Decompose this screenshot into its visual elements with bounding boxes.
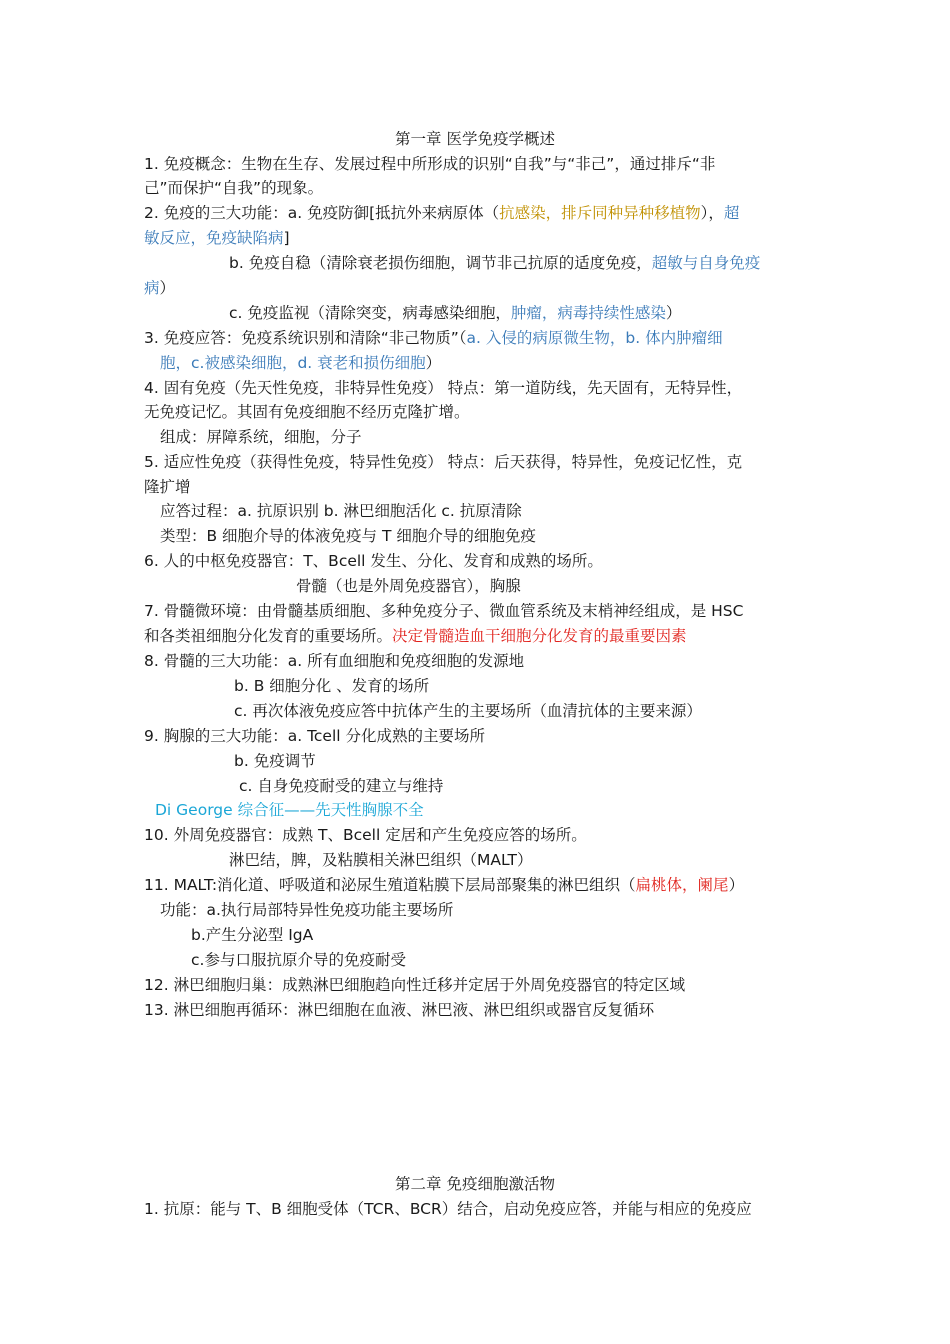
highlight-blue: a. 入侵的病原微生物，b. 体内肿瘤细 xyxy=(466,329,723,347)
item-10-line-1: 10. 外周免疫器官：成熟 T、Bcell 定居和产生免疫应答的场所。 xyxy=(144,826,587,844)
item-7-line-1: 7. 骨髓微环境：由骨髓基质细胞、多种免疫分子、微血管系统及末梢神经组成，是 HSC xyxy=(144,602,744,620)
item-8-line-2: b. B 细胞分化 、发育的场所 xyxy=(234,677,430,695)
highlight-blue: 超 xyxy=(723,204,740,222)
item-7-line-2 xyxy=(144,626,687,646)
highlight-blue: 胞，c.被感染细胞，d. 衰老和损伤细胞 xyxy=(160,354,426,372)
item-11-line-3: b.产生分泌型 IgA xyxy=(191,926,314,944)
item-2-line-4 xyxy=(144,278,175,298)
chapter-2-title: 第二章 免疫细胞激活物 xyxy=(395,1175,555,1193)
highlight-blue: 病 xyxy=(144,279,160,297)
highlight-blue: 敏反应，免疫缺陷病 xyxy=(144,229,284,247)
item-11-line-2: 功能：a.执行局部特异性免疫功能主要场所 xyxy=(160,901,454,919)
item-2-line-5 xyxy=(229,303,681,323)
item-3-line-2 xyxy=(160,353,441,373)
text: 2. 免疫的三大功能：a. 免疫防御[抵抗外来病原体（ xyxy=(144,204,500,222)
item-5-line-2: 隆扩增 xyxy=(144,478,191,496)
item-1-line-1: 1. 免疫概念：生物在生存、发展过程中所形成的识别“自我”与“非己”，通过排斥“非 xyxy=(144,155,716,173)
item-6-line-1: 6. 人的中枢免疫器官：T、Bcell 发生、分化、发育和成熟的场所。 xyxy=(144,552,603,570)
item-4-line-1: 4. 固有免疫（先天性免疫，非特异性免疫） 特点：第一道防线，先天固有，无特异性， xyxy=(144,379,743,397)
text: ）， xyxy=(700,204,724,222)
highlight-red: 扁桃体，阑尾 xyxy=(635,876,729,894)
item-2-line-2 xyxy=(144,228,290,248)
item-11-line-4: c.参与口服抗原介导的免疫耐受 xyxy=(191,951,406,969)
item-2-line-3 xyxy=(229,253,760,273)
highlight-red: 决定骨髓造血干细胞分化发育的最重要因素 xyxy=(392,627,687,645)
item-4-line-3: 组成：屏障系统，细胞，分子 xyxy=(160,428,362,446)
item-5-line-1: 5. 适应性免疫（获得性免疫，特异性免疫） 特点：后天获得，特异性，免疫记忆性，克 xyxy=(144,453,743,471)
item-11-line-1 xyxy=(144,875,744,895)
item-9-line-3: c. 自身免疫耐受的建立与维持 xyxy=(239,777,444,795)
item-1-line-2: 己”而保护“自我”的现象。 xyxy=(144,179,324,197)
text: ） xyxy=(425,354,442,372)
item-9-line-2: b. 免疫调节 xyxy=(234,752,316,770)
text: b. 免疫自稳（清除衰老损伤细胞，调节非己抗原的适度免疫， xyxy=(229,254,652,272)
item-12: 12. 淋巴细胞归巢：成熟淋巴细胞趋向性迁移并定居于外周免疫器官的特定区域 xyxy=(144,976,686,994)
highlight-blue: 超敏与自身免疫 xyxy=(651,254,761,272)
text: 3. 免疫应答：免疫系统识别和清除“非己物质”（ xyxy=(144,329,467,347)
item-3-line-1 xyxy=(144,328,723,348)
item-4-line-2: 无免疫记忆。其固有免疫细胞不经历克隆扩增。 xyxy=(144,403,470,421)
item-2-line-1 xyxy=(144,203,739,223)
item-13: 13. 淋巴细胞再循环：淋巴细胞在血液、淋巴液、淋巴组织或器官反复循环 xyxy=(144,1001,655,1019)
text: ] xyxy=(283,229,290,247)
highlight-blue: 肿瘤，病毒持续性感染 xyxy=(510,304,666,322)
item-6-line-2: 骨髓（也是外周免疫器官），胸腺 xyxy=(296,577,521,595)
item-9-note: Di George 综合征——先天性胸腺不全 xyxy=(155,801,424,819)
item-10-line-2: 淋巴结，脾，及粘膜相关淋巴组织（MALT） xyxy=(229,851,533,869)
text: ） xyxy=(728,876,745,894)
text: c. 免疫监视（清除突变，病毒感染细胞， xyxy=(229,304,511,322)
highlight-gold: 抗感染，排斥同种异种移植物 xyxy=(499,204,701,222)
text: ） xyxy=(159,279,176,297)
item-9-line-1: 9. 胸腺的三大功能：a. Tcell 分化成熟的主要场所 xyxy=(144,727,486,745)
text: 11. MALT:消化道、呼吸道和泌尿生殖道粘膜下层局部聚集的淋巴组织（ xyxy=(144,876,636,894)
item-8-line-3: c. 再次体液免疫应答中抗体产生的主要场所（血清抗体的主要来源） xyxy=(234,702,702,720)
text: ） xyxy=(665,304,682,322)
ch2-item-1-line-1: 1. 抗原：能与 T、B 细胞受体（TCR、BCR）结合，启动免疫应答，并能与相应的免疫应 xyxy=(144,1200,752,1218)
item-5-line-3: 应答过程：a. 抗原识别 b. 淋巴细胞活化 c. 抗原清除 xyxy=(160,502,522,520)
text: 和各类祖细胞分化发育的重要场所。 xyxy=(144,627,393,645)
item-8-line-1: 8. 骨髓的三大功能：a. 所有血细胞和免疫细胞的发源地 xyxy=(144,652,525,670)
chapter-1-title: 第一章 医学免疫学概述 xyxy=(395,130,555,148)
item-5-line-4: 类型：B 细胞介导的体液免疫与 T 细胞介导的细胞免疫 xyxy=(160,527,536,545)
